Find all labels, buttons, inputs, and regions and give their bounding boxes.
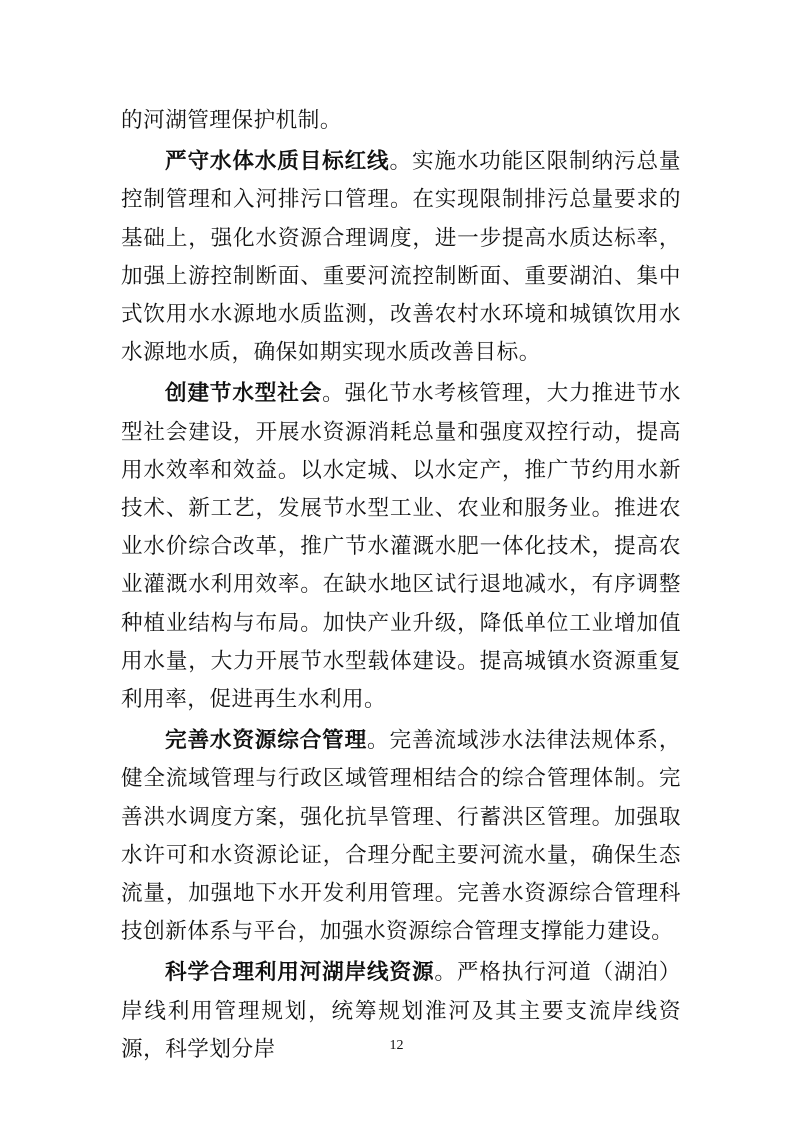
paragraph-continuation <box>121 102 681 140</box>
section-heading-water-saving-society: 创建节水型社会 <box>165 381 323 407</box>
paragraph-text: 。严格执行河道（湖泊）岸线利用管理规划，统筹规划淮河及其主要支流岸线资源，科学划分岸 <box>121 960 681 1062</box>
paragraph-water-resource-management <box>121 722 681 951</box>
paragraph-text: 。完善流域涉水法律法规体系，健全流域管理与行政区域管理相结合的综合管理体制。完善洪水调度方案，强化抗旱管理、行蓄洪区管理。加强取水许可和水资源论证，合理分配主要河流水量，确保生态流量，加强地下水开发利用管理。完善水资源综合管理科技创新体系与平台，加强水资源综合管理支撑能力建设。 <box>121 728 681 945</box>
paragraph-text: 。强化节水考核管理，大力推进节水型社会建设，开展水资源消耗总量和强度双控行动，提高用水效率和效益。以水定城、以水定产，推广节约用水新技术、新工艺，发展节水型工业、农业和服务业。推进农业水价综合改革，推广节水灌溉水肥一体化技术，提高农业灌溉水利用效率。在缺水地区试行退地减水，有序调整种植业结构与布局。加快产业升级，降低单位工业增加值用水量，大力开展节水型载体建设。提高城镇水资源重复利用率，促进再生水利用。 <box>121 381 681 713</box>
section-heading-shoreline-resources: 科学合理利用河湖岸线资源 <box>165 960 435 986</box>
section-heading-water-resource-management: 完善水资源综合管理 <box>165 728 368 754</box>
paragraph-text: 的河湖管理保护机制。 <box>121 108 342 133</box>
page-number: 12 <box>389 1038 404 1053</box>
paragraph-water-quality <box>121 143 681 372</box>
paragraph-text: 。实施水功能区限制纳污总量控制管理和入河排污口管理。在实现限制排污总量要求的基础上，强化水资源合理调度，进一步提高水质达标率，加强上游控制断面、重要河流控制断面、重要湖泊、集中式饮用水水源地水质监测，改善农村水环境和城镇饮用水水源地水质，确保如期实现水质改善目标。 <box>121 149 681 366</box>
document-page <box>121 102 681 1069</box>
paragraph-water-saving-society <box>121 375 681 719</box>
section-heading-water-quality: 严守水体水质目标红线 <box>165 149 390 175</box>
